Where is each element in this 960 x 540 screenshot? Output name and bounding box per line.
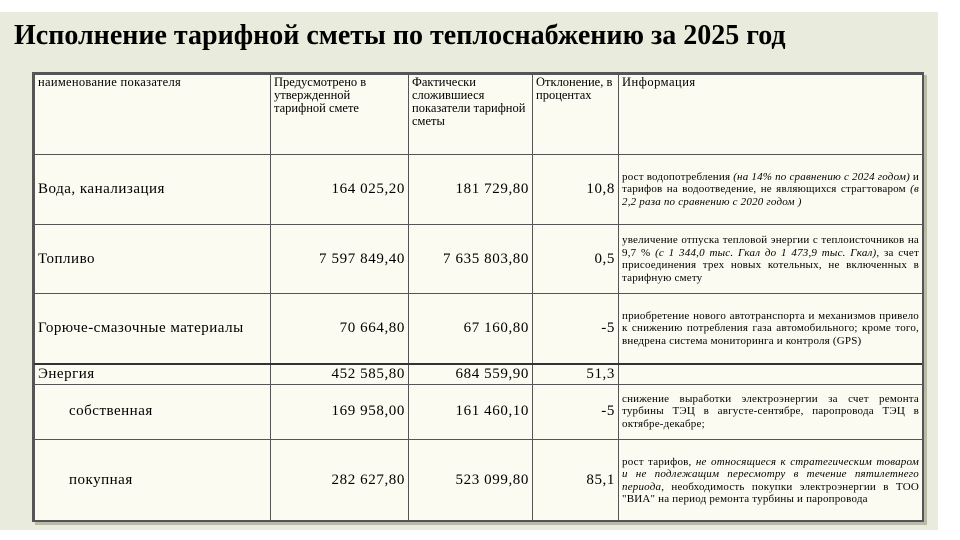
- info-text-segment: приобретение нового автотранспорта и механизмов привело к снижению потребления газа автомобильного; кроме того, внедрена система мониторинга и контроля (GPS): [622, 309, 919, 347]
- col-header-planned: Предусмотрено в утвержденной тарифной смете: [271, 75, 409, 155]
- row-actual: 684 559,90: [409, 364, 533, 385]
- row-info: [619, 364, 923, 385]
- row-deviation: 0,5: [533, 225, 619, 294]
- row-info: [619, 439, 923, 522]
- col-header-name: наименование показателя: [35, 75, 271, 155]
- table-row-energy-purchased: [35, 439, 923, 522]
- row-actual: 7 635 803,80: [409, 225, 533, 294]
- row-actual: 181 729,80: [409, 155, 533, 225]
- table-row-energy-own: [35, 384, 923, 439]
- row-info: [619, 294, 923, 364]
- row-name: Топливо: [35, 225, 271, 294]
- row-name: Энергия: [35, 364, 271, 385]
- table-row-water: [35, 155, 923, 225]
- row-deviation: 85,1: [533, 439, 619, 522]
- table-row-fuels-lubricants: [35, 294, 923, 364]
- info-text-segment: рост тарифов,: [622, 455, 696, 468]
- info-text-segment: не относящиеся к стратегическим товаром и не подлежащим пересмотру в течение пятилетнего периода: [622, 455, 919, 493]
- row-actual: 161 460,10: [409, 384, 533, 439]
- info-text-segment: за счет присоединения трех новых котельных, не включенных в тарифную смету: [622, 246, 919, 284]
- row-name: Горюче-смазочные материалы: [35, 294, 271, 364]
- row-actual: 523 099,80: [409, 439, 533, 522]
- row-planned: 169 958,00: [271, 384, 409, 439]
- row-planned: 70 664,80: [271, 294, 409, 364]
- info-text-segment: и тарифов на водоотведение, не являющихся страгтоваром: [622, 170, 919, 196]
- col-header-info: Информация: [619, 75, 923, 155]
- row-name: Вода, канализация: [35, 155, 271, 225]
- row-planned: 282 627,80: [271, 439, 409, 522]
- row-deviation: -5: [533, 294, 619, 364]
- row-planned: 452 585,80: [271, 364, 409, 385]
- row-info: [619, 155, 923, 225]
- info-text-segment: снижение выработки электроэнергии за счет ремонта турбины ТЭЦ в августе-сентябре, паропровода ТЭЦ в октябре-декабре;: [622, 392, 919, 430]
- info-text-segment: увеличение отпуска тепловой энергии с теплоисточников на 9,7 %: [622, 234, 919, 259]
- table-row-fuel: [35, 225, 923, 294]
- row-deviation: 10,8: [533, 155, 619, 225]
- row-planned: 7 597 849,40: [271, 225, 409, 294]
- row-planned: 164 025,20: [271, 155, 409, 225]
- info-text-segment: , необходимость покупки электроэнергии в ТОО "ВИА" на период ремонта турбины и паропровода: [622, 480, 919, 505]
- table-row-energy: [35, 364, 923, 385]
- row-actual: 67 160,80: [409, 294, 533, 364]
- col-header-actual: Фактически сложившиеся показатели тарифной сметы: [409, 75, 533, 155]
- tariff-table-frame: [32, 72, 924, 522]
- tariff-estimate-table: [34, 74, 923, 522]
- row-info: [619, 384, 923, 439]
- info-text-segment: (в 2,2 раза по сравнению с 2020 годом ): [622, 183, 919, 208]
- col-header-deviation: Отклонение, в процентах: [533, 75, 619, 155]
- slide-title: Исполнение тарифной сметы по теплоснабжению за 2025 год: [14, 20, 786, 51]
- row-info: [619, 225, 923, 294]
- header-row: [35, 75, 923, 155]
- info-text-segment: (на 14% по сравнению с 2024 годом): [733, 170, 910, 183]
- row-deviation: 51,3: [533, 364, 619, 385]
- row-deviation: -5: [533, 384, 619, 439]
- info-text-segment: рост водопотребления: [622, 170, 734, 183]
- info-text-segment: (с 1 344,0 тыс. Гкал до 1 473,9 тыс. Гкал),: [655, 246, 880, 259]
- row-name: собственная: [35, 384, 271, 439]
- row-name: покупная: [35, 439, 271, 522]
